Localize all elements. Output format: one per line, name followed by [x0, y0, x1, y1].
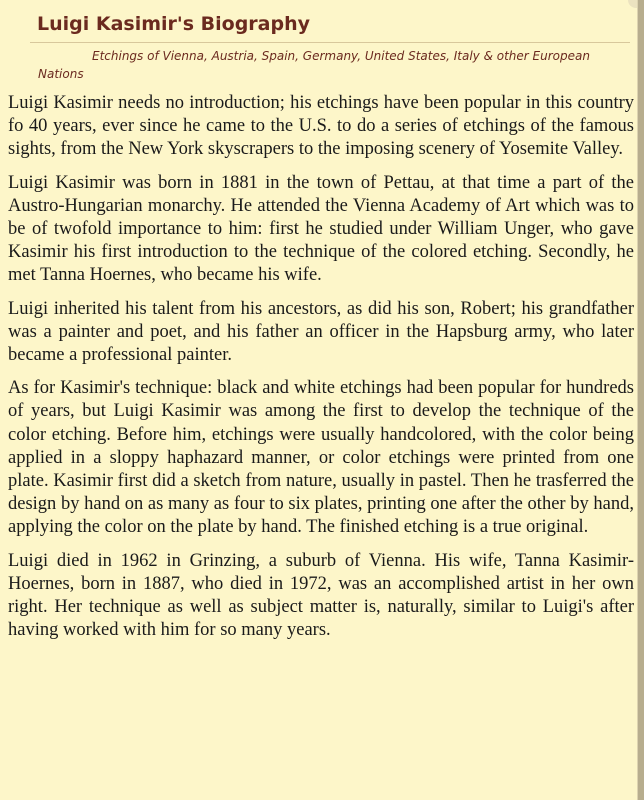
page-title: Luigi Kasimir's Biography [37, 13, 311, 35]
biography-paragraph: Luigi died in 1962 in Grinzing, a suburb of Vienna. His wife, Tanna Kasimir-Hoernes, born in 1887, who died in 1972, was an accomplished artist in her own right. Her technique as well as subject matter is, naturally, similar to Luigi's after having worked with him for so many years. [8, 550, 634, 641]
biography-paragraph: Luigi Kasimir was born in 1881 in the town of Pettau, at that time a part of the Austro-Hungarian monarchy. He attended the Vienna Academy of Art which was to be of twofold importance to him: first he studied under William Unger, who gave Kasimir his first introduction to the technique of the colored etching. Secondly, he met Tanna Hoernes, who became his wife. [8, 172, 634, 286]
biography-body [8, 92, 634, 652]
page-header [0, 0, 630, 86]
biography-paragraph: Luigi Kasimir needs no introduction; his etchings have been popular in this country fo 40 years, ever since he came to the U.S. to do a series of etchings of the famous sights, from the New York skyscrapers to the imposing scenery of Yosemite Valley. [8, 93, 634, 160]
page-subtitle: Etchings of Vienna, Austria, Spain, Germany, United States, Italy & other European Nations [38, 49, 590, 81]
right-frame-border [638, 0, 644, 800]
title-divider [30, 42, 630, 43]
biography-paragraph: Luigi inherited his talent from his ancestors, as did his son, Robert; his grandfather was a painter and poet, and his father an officer in the Hapsburg army, who later became a professional painter. [8, 298, 634, 366]
biography-paragraph: As for Kasimir's technique: black and white etchings had been popular for hundreds of years, but Luigi Kasimir was among the first to develop the technique of the color etching. Before him, etchings were usually handcolored, with the color being applied in a sloppy haphazard manner, or color etchings were printed from one plate. Kasimir first did a sketch from nature, usually in pastel. Then he trasferred the design by hand on as many as four to six plates, printing one after the other by hand, applying the color on the plate by hand. The finished etching is a true original. [8, 378, 634, 538]
